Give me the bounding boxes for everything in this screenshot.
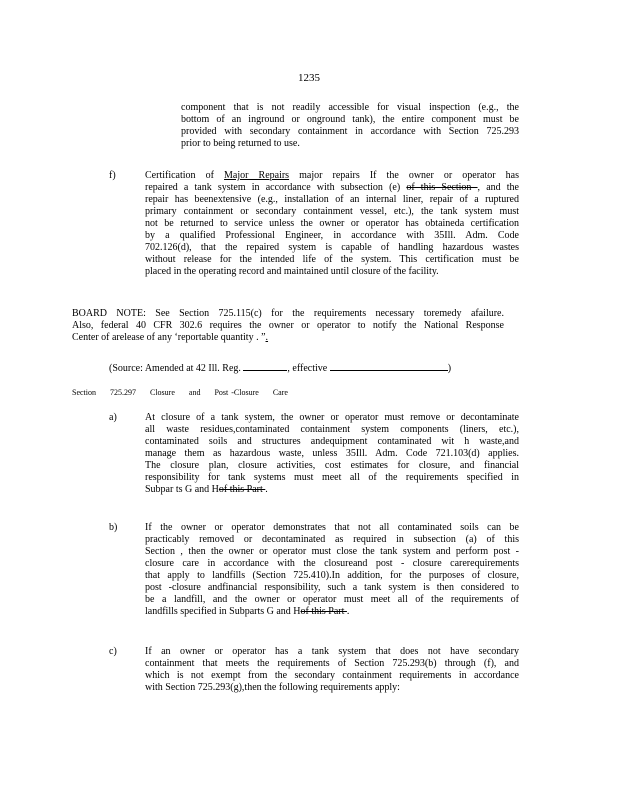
section-heading [72,387,302,399]
text-line: be a landfill, and the owner or operator must meet all of the requirements of [145,594,519,605]
subsection-c-paragraph [145,646,519,694]
subsection-b-paragraph [145,522,519,618]
section-number: 725.297 [110,388,136,397]
text-run: . [346,606,350,617]
page-number: 1235 [298,72,320,84]
heading-word: Care [272,388,288,397]
text-line: without release for the intended life of the system. This certification must be [145,254,519,265]
text-line: practicably removed or decontaminated as required in subsection (a) of this [145,534,519,545]
text-line: prior to being returned to use. [181,138,300,149]
subsection-f-paragraph [145,170,519,278]
text-line: by a qualified Professional Engineer, in accordance with 35Ill. Adm. Code [145,230,519,241]
text-run: Certification of [145,170,225,181]
board-note [72,308,504,344]
text-line: placed in the operating record and maintained until closure of the facility. [145,266,439,277]
text-line: all waste residues,contaminated containment system components (liners, etc.), [145,424,519,435]
text-line: post -closure andfinancial responsibility, such a tank system is then considered to [145,582,519,593]
text-line: not be returned to service unless the owner or operator has obtaineda certification [145,218,519,229]
text-run: (Source: Amended at 42 Ill. Reg. [109,363,244,374]
text-line: Section , then the owner or operator must close the tank system and perform post - [145,546,519,557]
text-line: If an owner or operator has a tank system that does not have secondary [145,646,519,657]
continuation-paragraph [181,102,519,150]
text-run: landfills specified in Subparts G and H [145,606,301,617]
text-run: ) [447,363,452,374]
text-run: major repairs If the owner or operator has [289,170,519,181]
text-line [145,182,519,194]
text-line: At closure of a tank system, the owner or operator must remove or decontaminate [145,412,519,423]
inserted-text: Major Repairs [224,170,290,181]
heading-word: Closure [150,388,175,397]
text-line [145,170,519,182]
blank-line [330,361,448,371]
deleted-text: of this Part [218,484,266,495]
text-line: 702.126(d), that the repaired system is capable of handling hazardous wastes [145,242,519,253]
text-line: provided with secondary containment in accordance with Section 725.293 [181,126,519,137]
inserted-text: . [265,332,269,343]
subsection-a-paragraph [145,412,519,496]
text-line: which is not exempt from the secondary containment requirements in accordance [145,670,519,681]
text-line: The closure plan, closure activities, cost estimates for closure, and financial [145,460,519,471]
text-run: repaired a tank system in accordance with subsection (e) [145,182,407,193]
text-line: bottom of an inground or onground tank), the entire component must be [181,114,519,125]
subsection-label-b: b) [109,522,118,533]
subsection-label-c: c) [109,646,117,657]
text-line: with Section 725.293(g),then the following requirements apply: [145,682,400,693]
text-line: component that is not readily accessible for visual inspection (e.g., the [181,102,519,113]
section-label: Section [72,388,96,397]
text-line: manage them as hazardous waste, unless 35Ill. Adm. Code 721.103(d) applies. [145,448,519,459]
text-run: , effective [287,363,330,374]
heading-word: and [188,388,201,397]
text-line: If the owner or operator demonstrates that not all contaminated soils can be [145,522,519,533]
text-line: BOARD NOTE: See Section 725.115(c) for the requirements necessary toremedy afailure. [72,308,504,319]
text-line: responsibility for tank systems must meet all of the requirements specified in [145,472,519,483]
source-note [109,361,451,375]
text-line [145,484,519,496]
deleted-text: of this Section [406,182,478,193]
subsection-label-f: f) [109,170,116,181]
text-line: repair has beenextensive (e.g., installation of an internal liner, repair of a ruptured [145,194,519,205]
deleted-text: of this Part [300,606,347,617]
text-run: . [265,484,268,495]
heading-word: -Closure [231,388,259,397]
text-line: primary containment or secondary containment vessel, etc.), the tank system must [145,206,519,217]
text-line: Also, federal 40 CFR 302.6 requires the owner or operator to notify the National Response [72,320,504,331]
blank-line [243,361,287,371]
text-run: Subpar ts G and H [145,484,219,495]
subsection-label-a: a) [109,412,117,423]
text-line [145,606,519,618]
text-run: , and the [477,182,519,193]
heading-word: Post [214,388,229,397]
text-line [72,332,504,344]
text-line: that apply to landfills (Section 725.410).In addition, for the purposes of closure, [145,570,519,581]
text-line: closure care in accordance with the closureand post - closure carerequirements [145,558,519,569]
text-line: containment that meets the requirements of Section 725.293(b) through (f), and [145,658,519,669]
text-run: Center of arelease of any ‘reportable quantity . ” [72,332,266,343]
text-line: contaminated soils and structures andequipment contaminated wit h waste,and [145,436,519,447]
